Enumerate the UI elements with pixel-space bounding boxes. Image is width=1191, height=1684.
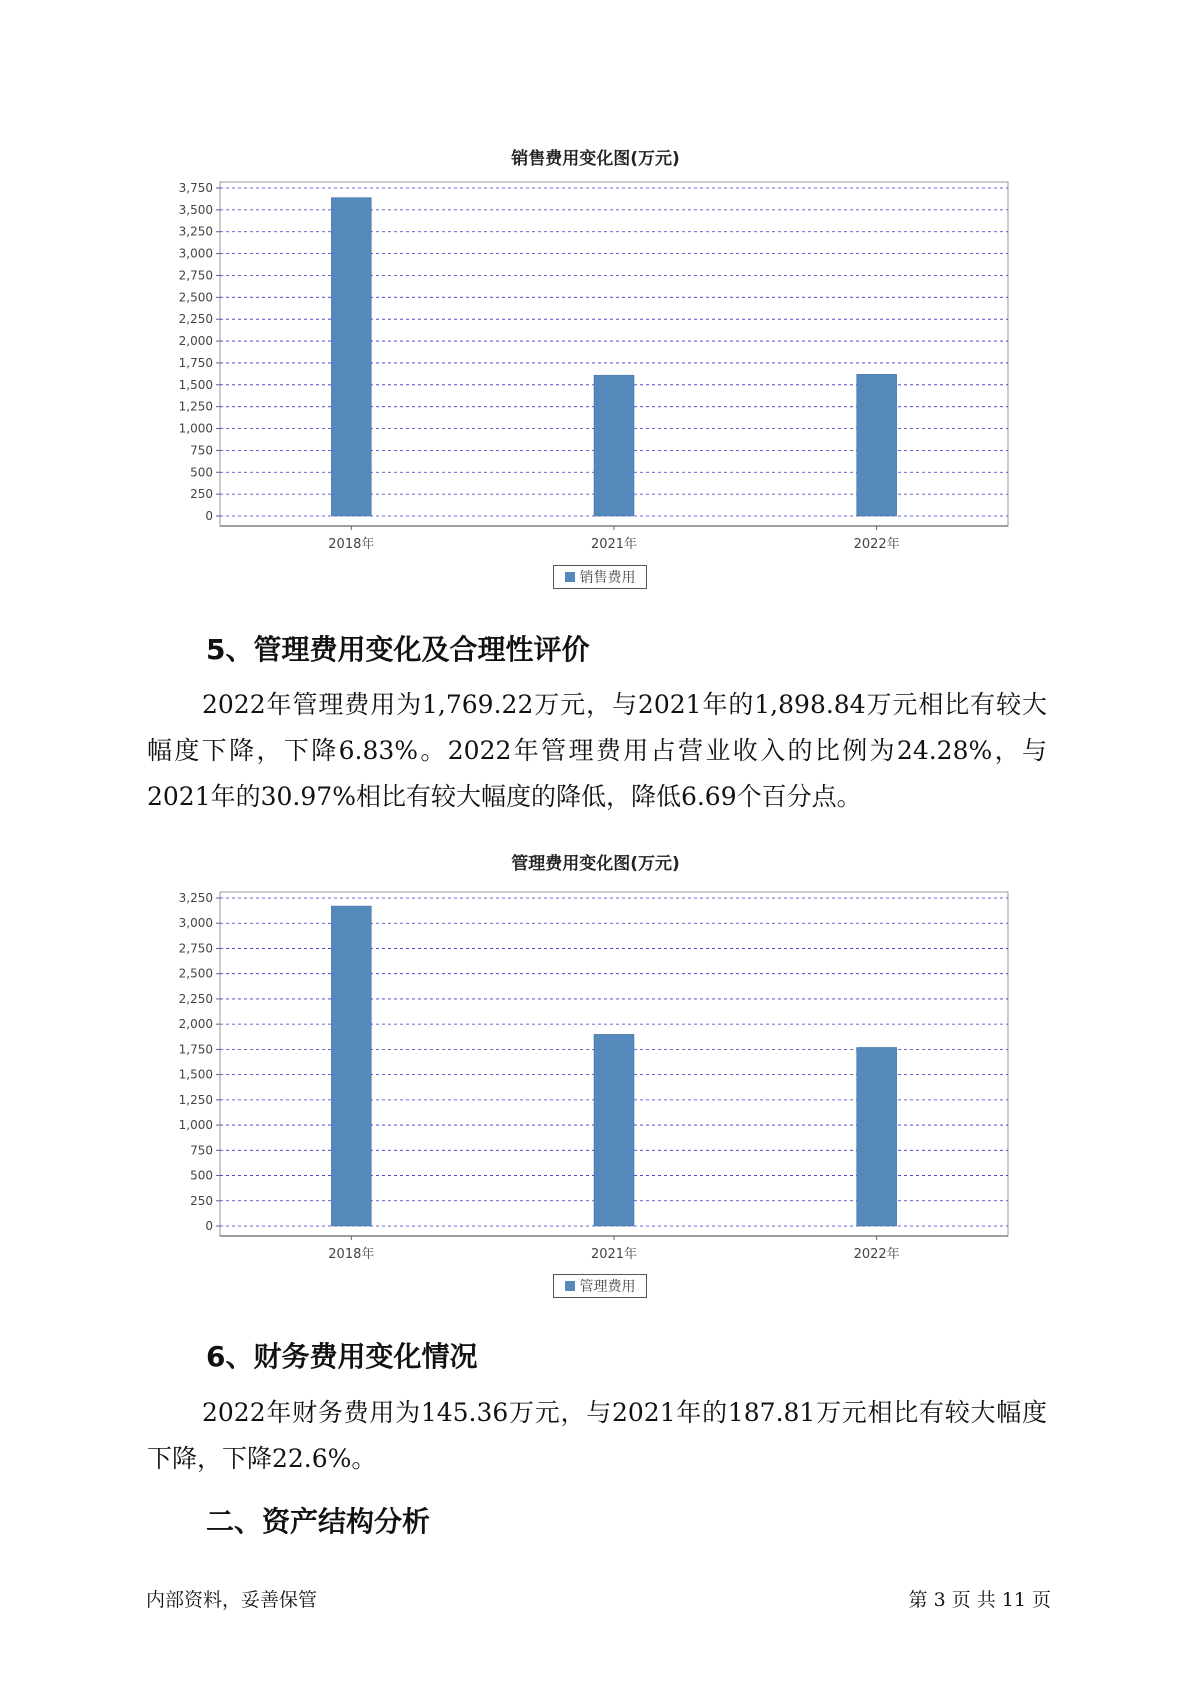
x-tick-label: 2021年	[590, 537, 638, 550]
legend-swatch	[565, 572, 575, 582]
y-tick-label: 3,250	[178, 891, 213, 905]
y-tick-label: 2,750	[178, 268, 213, 283]
y-tick-label: 2,500	[178, 966, 213, 981]
y-tick-label: 250	[190, 1193, 213, 1208]
y-tick-label: 3,000	[178, 916, 213, 931]
y-tick-label: 2,750	[178, 941, 213, 956]
bar-2021年	[594, 1034, 634, 1226]
bar-2022年	[857, 374, 897, 516]
section5-heading: 5、管理费用变化及合理性评价	[206, 633, 590, 666]
x-tick-label: 2022年	[853, 1247, 900, 1260]
y-tick-label: 750	[190, 1143, 213, 1158]
chart-title-sales: 销售费用变化图(万元)	[511, 149, 680, 169]
y-tick-label: 250	[190, 487, 213, 502]
sales-expense-chart	[150, 170, 1020, 550]
chart-title-admin: 管理费用变化图(万元)	[511, 854, 680, 874]
bar-2022年	[857, 1047, 897, 1226]
bar-2018年	[331, 906, 371, 1226]
section6-heading: 6、财务费用变化情况	[206, 1340, 478, 1373]
x-tick-label: 2018年	[328, 1247, 375, 1260]
y-tick-label: 1,750	[178, 355, 213, 370]
y-tick-label: 3,750	[178, 181, 213, 195]
y-tick-label: 1,000	[178, 421, 213, 436]
footer-page-number: 第 3 页 共 11 页	[908, 1589, 1051, 1611]
admin-expense-chart	[150, 880, 1020, 1260]
y-tick-label: 1,500	[178, 1067, 213, 1082]
y-tick-label: 1,250	[178, 399, 213, 414]
section6-paragraph: 2022年财务费用为145.36万元，与2021年的187.81万元相比有较大幅度下降，下降22.6%。	[147, 1398, 1047, 1473]
y-tick-label: 1,500	[178, 377, 213, 392]
x-tick-label: 2022年	[853, 537, 900, 550]
section-two-heading: 二、资产结构分析	[206, 1505, 431, 1538]
y-tick-label: 2,000	[178, 1017, 213, 1032]
y-tick-label: 3,250	[178, 224, 213, 239]
legend-swatch	[565, 1281, 575, 1291]
bar-2018年	[331, 198, 371, 516]
legend-admin	[553, 1274, 647, 1298]
y-tick-label: 0	[205, 1219, 213, 1233]
y-tick-label: 2,000	[178, 334, 213, 349]
legend-sales	[553, 565, 647, 589]
y-tick-label: 1,750	[178, 1042, 213, 1057]
y-tick-label: 2,500	[178, 290, 213, 305]
y-tick-label: 500	[190, 465, 213, 480]
y-tick-label: 1,000	[178, 1118, 213, 1133]
section5-paragraph: 2022年管理费用为1,769.22万元，与2021年的1,898.84万元相比有较大幅度下降，下降6.83%。2022年管理费用占营业收入的比例为24.28%，与2021年的30.97%相比有较大幅度的降低，降低6.69个百分点。	[147, 690, 1047, 811]
x-tick-label: 2021年	[590, 1247, 638, 1260]
legend-label: 销售费用	[579, 570, 636, 586]
y-tick-label: 2,250	[178, 312, 213, 327]
y-tick-label: 3,500	[178, 202, 213, 217]
y-tick-label: 3,000	[178, 246, 213, 261]
x-tick-label: 2018年	[328, 537, 375, 550]
y-tick-label: 750	[190, 443, 213, 458]
y-tick-label: 1,250	[178, 1092, 213, 1107]
y-tick-label: 2,250	[178, 991, 213, 1006]
bar-2021年	[594, 375, 634, 516]
y-tick-label: 0	[205, 509, 213, 523]
footer-confidential: 内部资料，妥善保管	[146, 1589, 318, 1611]
legend-label: 管理费用	[579, 1279, 636, 1295]
y-tick-label: 500	[190, 1168, 213, 1183]
